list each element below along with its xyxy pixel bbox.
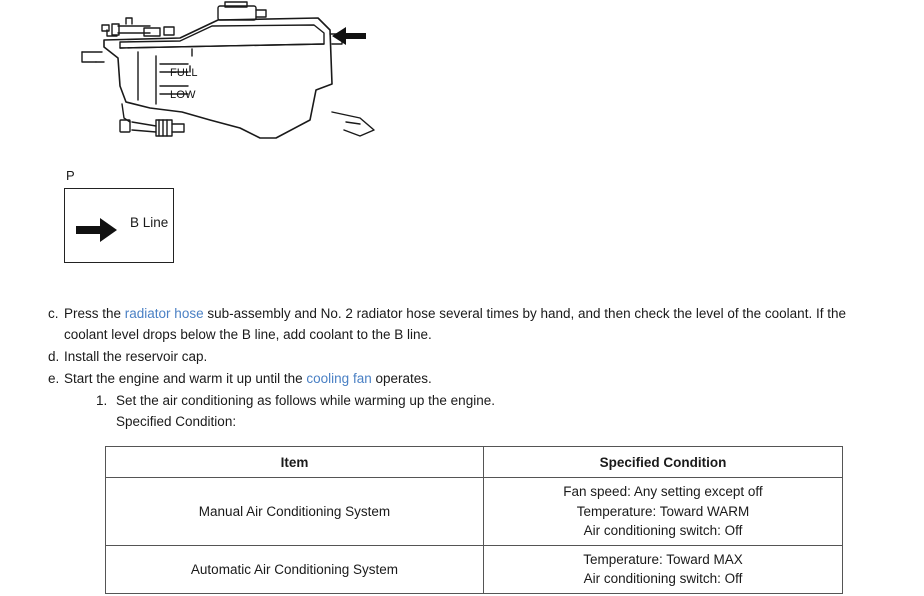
step-c-text-before: Press the bbox=[64, 306, 125, 321]
table-cell-condition-automatic bbox=[483, 545, 842, 593]
substep-1-text: Set the air conditioning as follows while warming up the engine. bbox=[116, 393, 495, 408]
step-e-marker: e. bbox=[48, 371, 60, 386]
condition-line: Air conditioning switch: Off bbox=[583, 571, 743, 586]
step-c bbox=[48, 303, 878, 345]
right-arrow-icon bbox=[76, 218, 118, 245]
procedure-steps bbox=[48, 303, 878, 432]
substep-1-marker: 1. bbox=[96, 393, 108, 408]
legend-p-label: P bbox=[66, 168, 75, 183]
specified-condition-label: Specified Condition: bbox=[116, 414, 237, 429]
low-level-label: LOW bbox=[170, 89, 196, 101]
table-header-condition: Specified Condition bbox=[483, 447, 842, 478]
condition-line: Air conditioning switch: Off bbox=[583, 523, 743, 538]
step-d bbox=[48, 346, 878, 367]
step-e-text-after: operates. bbox=[371, 371, 432, 386]
step-e-text-before: Start the engine and warm it up until the bbox=[64, 371, 307, 386]
table-header-item: Item bbox=[106, 447, 484, 478]
left-arrow-icon bbox=[332, 27, 366, 45]
condition-line: Temperature: Toward WARM bbox=[576, 503, 750, 519]
table-row bbox=[106, 478, 843, 546]
condition-line: Temperature: Toward MAX bbox=[583, 551, 743, 567]
table-header-row bbox=[106, 447, 843, 478]
step-d-marker: d. bbox=[48, 349, 60, 364]
specified-condition-table bbox=[105, 446, 843, 594]
reservoir-tank-illustration bbox=[60, 0, 480, 160]
step-e-text bbox=[64, 368, 878, 389]
step-e bbox=[48, 368, 878, 389]
table-cell-condition-manual bbox=[483, 478, 842, 546]
step-c-marker: c. bbox=[48, 306, 59, 321]
table-cell-item-manual: Manual Air Conditioning System bbox=[106, 478, 484, 546]
table-cell-item-automatic: Automatic Air Conditioning System bbox=[106, 545, 484, 593]
full-level-label: FULL bbox=[170, 67, 198, 79]
legend-bline-label: B Line bbox=[130, 215, 169, 230]
step-c-text-after: sub-assembly and No. 2 radiator hose several times by hand, and then check the level of the coolant. If the coolant level drops below the B line, add coolant to the B line. bbox=[64, 306, 846, 342]
step-c-text bbox=[64, 303, 878, 345]
substep-1 bbox=[96, 390, 878, 411]
step-d-text: Install the reservoir cap. bbox=[64, 349, 208, 364]
table-row bbox=[106, 545, 843, 593]
cooling-fan-link[interactable]: cooling fan bbox=[306, 371, 372, 386]
radiator-hose-link[interactable]: radiator hose bbox=[124, 306, 204, 321]
condition-line: Fan speed: Any setting except off bbox=[563, 484, 763, 499]
